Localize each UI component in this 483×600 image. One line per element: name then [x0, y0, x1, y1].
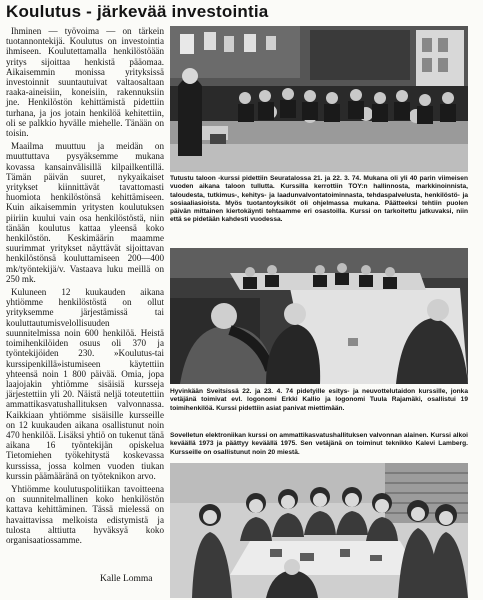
photo-sveitsi-course — [170, 248, 468, 384]
article-paragraph: Ihminen — työvoima — on tärkein tuotannontekijä. Koulutus on investointia ihmiseen. Koulutettamalla henkilöstöään yritys sijoittaa henkistä pääomaa. Aikaisemmin monissa yrityksissä investoinnit suuntautuivat valtaosaltaan raaka-aineisiin, koneisiin, rakennuksiin jne. Henkilöstön kehittämistä pidettiin turhana, ja jos jotain henkilöä kehitettiin, oli se palkkio hyvälle miehelle. Tänään on toisin. — [6, 26, 164, 139]
photo-caption: Tutustu taloon -kurssi pidettiin Seuratalossa 21. ja 22. 3. 74. Mukana oli yli 40 parin viimeisen vuoden aikana taloon tullutta. Kurssilla kerrottiin TOY:n hallinnosta, markkinoinnista, taloudesta, tutkimus-, kehitys- ja laadunvalvontatoiminnasta, tehdaspalvelusta, henkilöstö- ja sosiaaliasioista. Myös tuotantoyksiköt oli ohjelmassa mukana. Päätteeksi tehtiin puolen päivän mittainen kiertokäynti tehtaamme eri osastoilla. Kurssi on tarkoitettu jatkuvaksi, niin että se pidetään kahdesti vuodessa. — [170, 175, 468, 224]
photo-electronics-course — [170, 463, 468, 598]
article-title: Koulutus - järkevää investointia — [6, 2, 269, 21]
article-paragraph: Maailma muuttuu ja meidän on muuttuttava pysyäksemme mukana kovassa kansainvälisillä kilpailkentillä. Tämän päivän suuret, nykyaikaiset yritykset kiinnittävät tavattomasti huomiota henkilöstönsä kehittämiseen. Kuin aikaisemmin yritysten koulutuksen piiriin kuului vain osa henkilöstöstä, niin tänään koulutus kattaa yleensä koko henkilöstön. Keskimäärin maamme suurimmat yritykset näyttävät sijoittavan henkilöstönsä kouluttamiseen 200—400 mk/työntekijä/v. Vastaava luku meillä on 250 mk. — [6, 141, 164, 284]
photo-caption: Sovelletun elektroniikan kurssi on ammattikasvatushallituksen valvonnan alainen. Kurssi alkoi keväällä 1973 ja päättyy keväällä 1975. Sen vetäjänä on toiminut teknikko Kalevi Lamberg. Kursseille on osallistunut noin 20 miestä. — [170, 432, 468, 456]
article-body — [6, 26, 164, 574]
article-paragraph: Kuluneen 12 kuukauden aikana yhtiömme henkilöstöstä on ollut yrityksemme järjestämissä tai kouluttautumisvelollisuuden suunnitelmissa noin 600 henkilöä. Heistä toimihenkilöiden osuus oli 370 ja työntekijöiden 230. »Koulutus-tai kurssipenkillä»istumiseen käytettiin yhteensä noin 1 800 päivää. Omia, jopa laajojakin yhtiömme sisäisiä kursseja järjestettiin yli 20. Näistä neljä toteutettiin ammattikasvatushallituksen valvonnassa. Kaikkiaan yhtiömme sisäisille kursseille on 12 kuukauden aikana osallistunut noin 470 henkilöä. Lisäksi yhtiö on tukenut tänä aikana 16 työntekijän opiskelua Tietomiehen työkehitystä koskevassa kurssissa, jossa kolmen vuoden tiukan kurssin päämääränä on työteknikon arvo. — [6, 287, 164, 481]
photo-seuratalo-course — [170, 26, 468, 172]
article-paragraph: Yhtiömme koulutuspolitiikan tavoitteena on suunnitelmallinen koko henkilöstön kattava kehittäminen. Tässä mielessä on havaittavissa melkoista edistymistä ja tulosta alttiutta hyväksyä koko organisaatiossamme. — [6, 483, 164, 545]
photo-caption: Hyvinkään Sveitsissä 22. ja 23. 4. 74 pidetyille esitys- ja neuvottelutaidon kurssille, jonka vetäjänä toimivat evl. logonomi Erkki Kallio ja logonomi Tuula Rajamäki, osallistui 19 toimihenkilöä. Kurssi pidettiin asiat panivat miettimään. — [170, 388, 468, 412]
author-signature: Kalle Lomma — [100, 574, 153, 584]
